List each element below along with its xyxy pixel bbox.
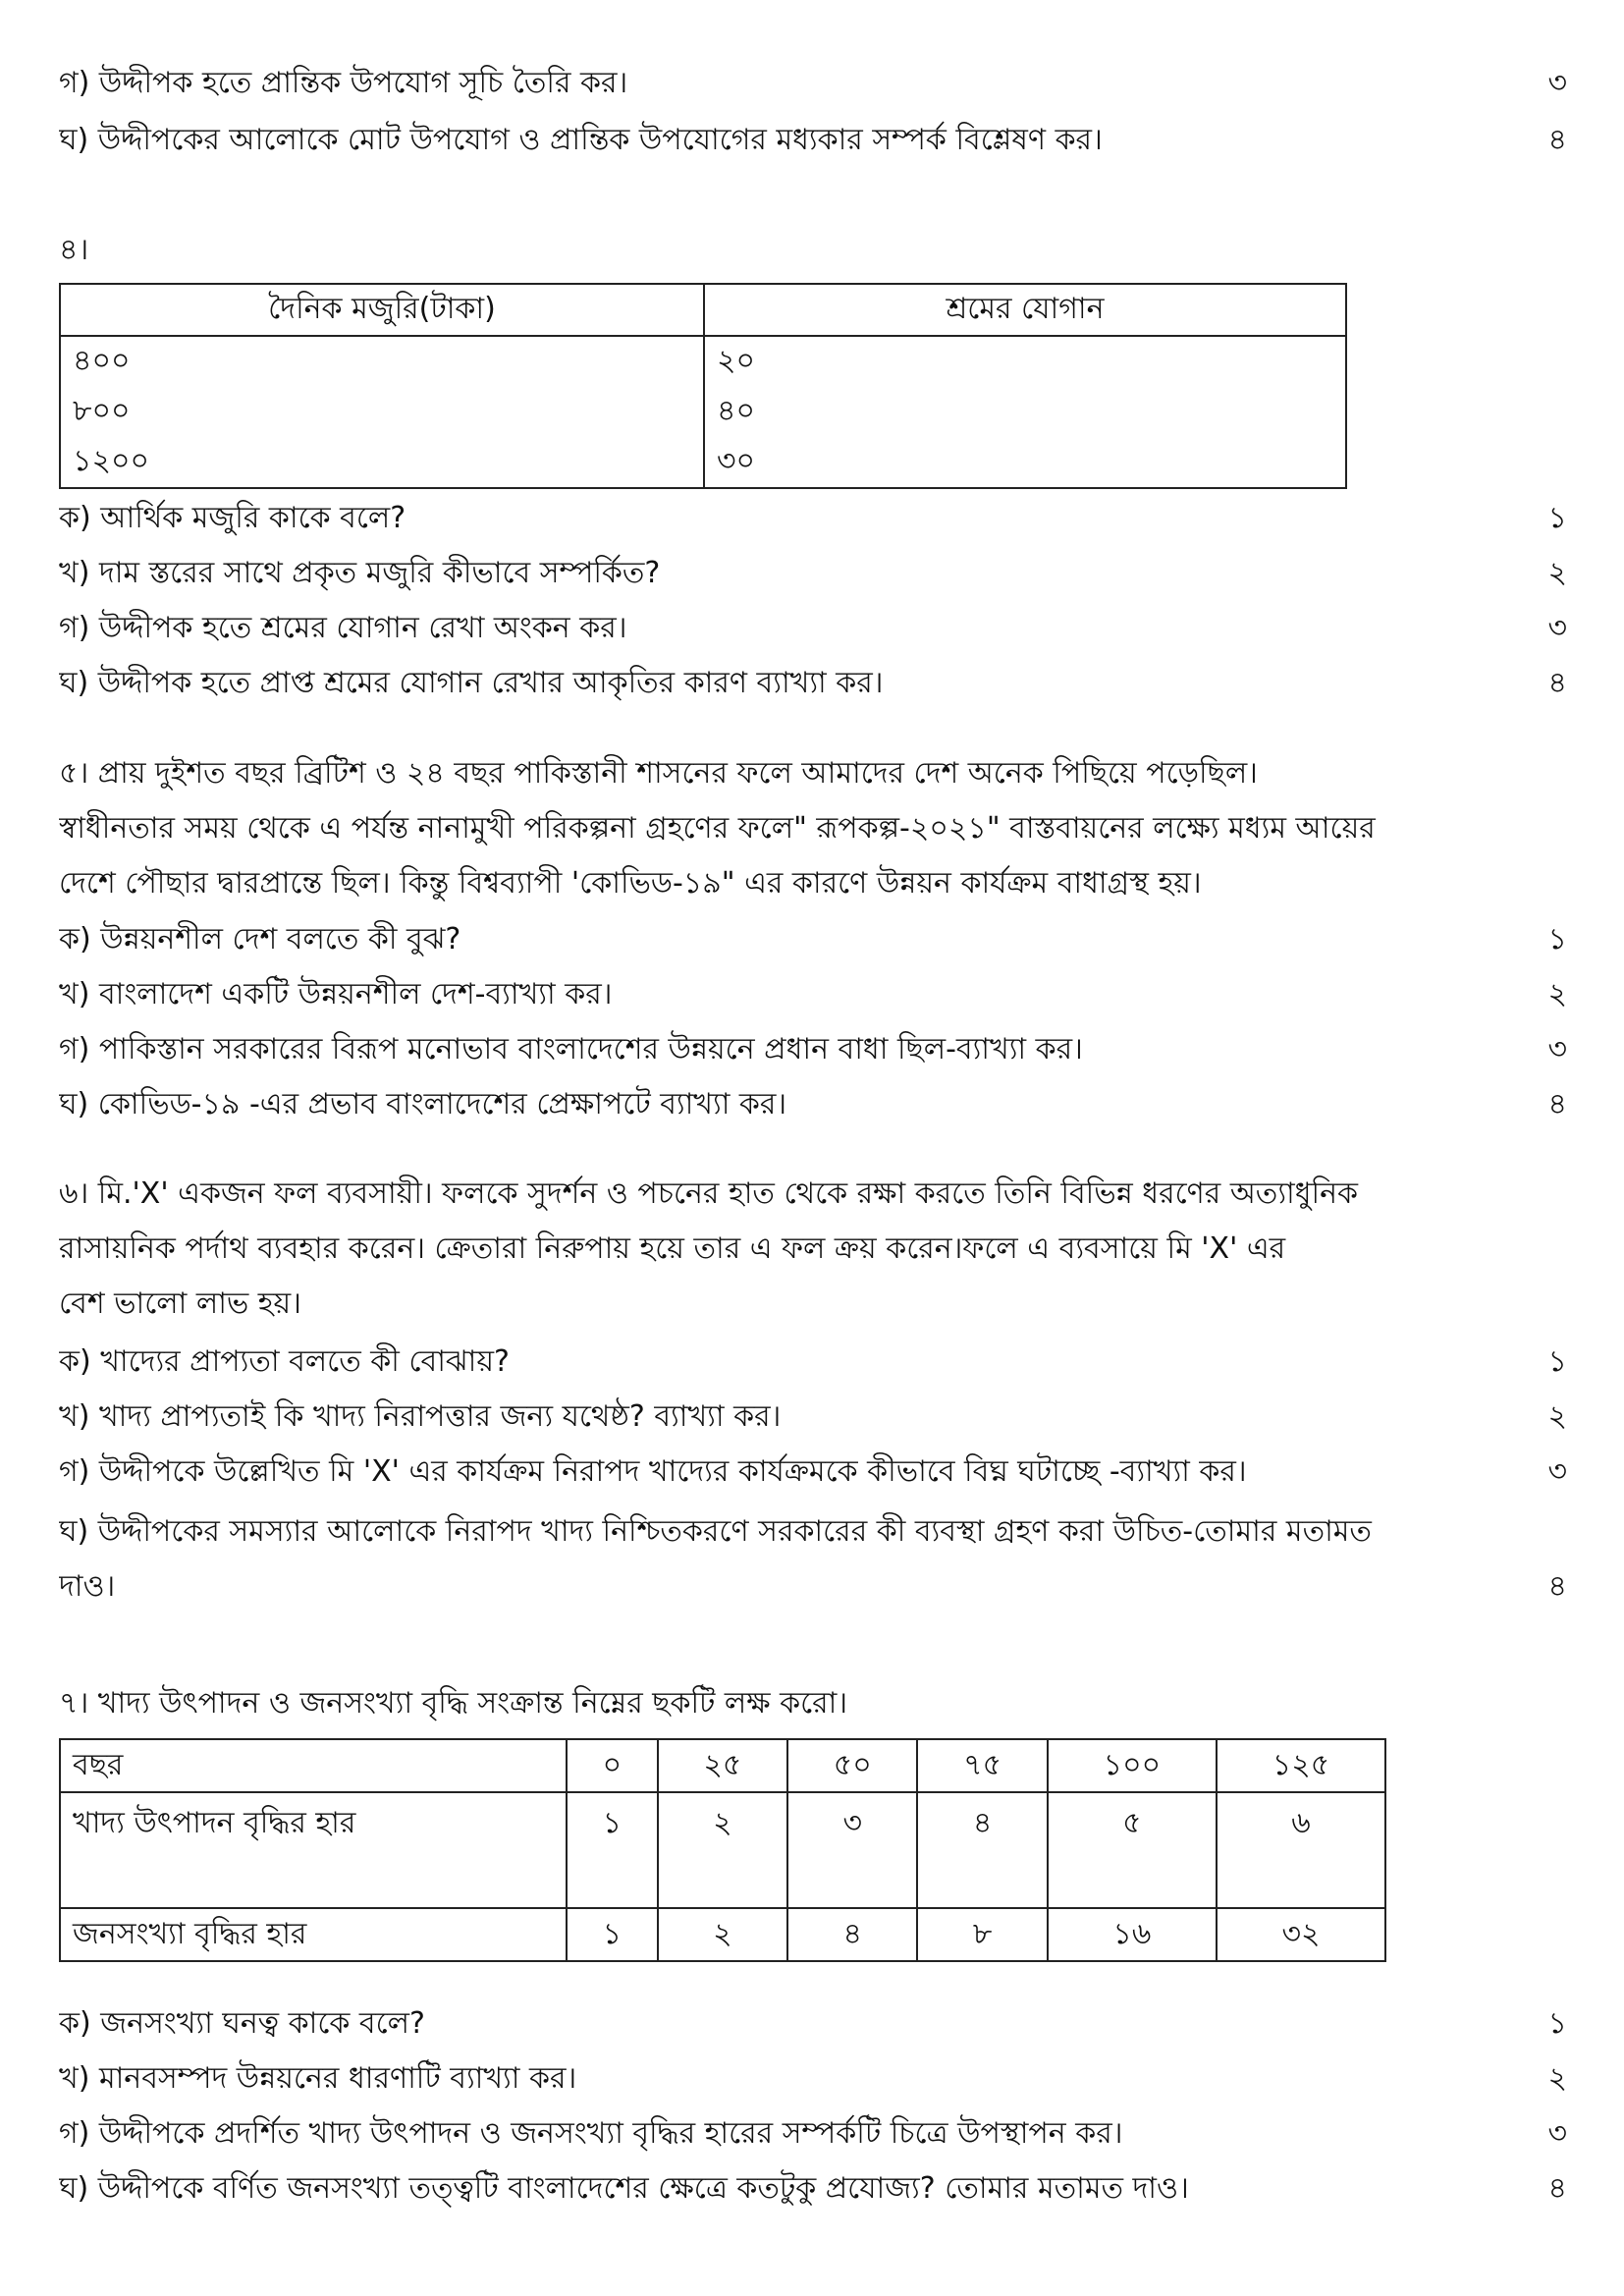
table-cell: ৪ bbox=[787, 1908, 917, 1961]
table-cell: ১০০ bbox=[1048, 1739, 1217, 1792]
question-text: খ) বাংলাদেশ একটি উন্নয়নশীল দেশ-ব্যাখ্যা কর। bbox=[59, 977, 613, 1011]
table-cell: ১৬ bbox=[1048, 1908, 1217, 1961]
question-mark: ৩ bbox=[1547, 1454, 1567, 1489]
question-text: ঘ) উদ্দীপক হতে প্রাপ্ত শ্রমের যোগান রেখার আকৃতির কারণ ব্যাখ্যা কর। bbox=[59, 666, 884, 700]
question-mark: ৩ bbox=[1547, 2116, 1567, 2151]
table-row bbox=[60, 437, 1346, 488]
table-cell: ২ bbox=[658, 1792, 787, 1908]
question-text: গ) উদ্দীপক হতে প্রান্তিক উপযোগ সূচি তৈরি কর। bbox=[59, 66, 628, 100]
stem-line: ৬। মি.'X' একজন ফল ব্যবসায়ী। ফলকে সুদর্শন ও পচনের হাত থেকে রক্ষা করতে তিনি বিভিন্ন ধরণের অত্যাধুনিক bbox=[59, 1176, 1359, 1211]
stem-line: রাসায়নিক পর্দাথ ব্যবহার করেন। ক্রেতারা নিরুপায় হয়ে তার এ ফল ক্রয় করেন।ফলে এ ব্যবসায়ে মি 'X' এর bbox=[59, 1231, 1286, 1266]
table-cell: ৪০০ bbox=[60, 336, 704, 387]
table-header: দৈনিক মজুরি(টাকা) bbox=[60, 284, 704, 336]
table-cell: ৩ bbox=[787, 1792, 917, 1908]
question-text: খ) দাম স্তরের সাথে প্রকৃত মজুরি কীভাবে সম্পর্কিত? bbox=[59, 556, 661, 590]
question-text: ক) উন্নয়নশীল দেশ বলতে কী বুঝ? bbox=[59, 922, 461, 957]
question-mark: ৪ bbox=[1547, 1569, 1567, 1604]
q5-gha bbox=[59, 1082, 1571, 1127]
table-cell: ৩২ bbox=[1217, 1908, 1385, 1961]
q7-kha bbox=[59, 2056, 1571, 2102]
table-cell: ৭৫ bbox=[917, 1739, 1047, 1792]
question-text: ক) খাদ্যের প্রাপ্যতা বলতে কী বোঝায়? bbox=[59, 1344, 510, 1379]
table-cell: ৫০ bbox=[787, 1739, 917, 1792]
table-cell: ৫ bbox=[1048, 1792, 1217, 1908]
table-row bbox=[60, 387, 1346, 437]
table-row bbox=[60, 1908, 1385, 1961]
table-cell: ২৫ bbox=[658, 1739, 787, 1792]
food-population-table bbox=[59, 1738, 1386, 1962]
q5-stem bbox=[59, 746, 1571, 911]
table-cell: ৮০০ bbox=[60, 387, 704, 437]
question-text: গ) উদ্দীপকে প্রদর্শিত খাদ্য উৎপাদন ও জনসংখ্যা বৃদ্ধির হারের সম্পর্কটি চিত্রে উপস্থাপন কর। bbox=[59, 2116, 1123, 2151]
question-text: ঘ) উদ্দীপকে বর্ণিত জনসংখ্যা তত্ত্বটি বাংলাদেশের ক্ষেত্রে কতটুকু প্রযোজ্য? তোমার মতামত দাও। bbox=[59, 2171, 1189, 2206]
question-text: ক) জনসংখ্যা ঘনত্ব কাকে বলে? bbox=[59, 2006, 425, 2041]
table-cell: ১২৫ bbox=[1217, 1739, 1385, 1792]
table-cell: ১২০০ bbox=[60, 437, 704, 488]
table-header: শ্রমের যোগান bbox=[704, 284, 1346, 336]
q7-ka bbox=[59, 2001, 1571, 2047]
question-mark: ১ bbox=[1547, 501, 1567, 535]
q6-gha bbox=[59, 1504, 1571, 1614]
q4-ga bbox=[59, 606, 1571, 651]
table-cell: ৩০ bbox=[704, 437, 1346, 488]
q5-kha bbox=[59, 972, 1571, 1017]
table-cell: ৪ bbox=[917, 1792, 1047, 1908]
question-mark: ২ bbox=[1547, 977, 1567, 1011]
question-mark: ৪ bbox=[1547, 123, 1567, 157]
stem-line: ৫। প্রায় দুইশত বছর ব্রিটিশ ও ২৪ বছর পাকিস্তানী শাসনের ফলে আমাদের দেশ অনেক পিছিয়ে পড়েছিল। bbox=[59, 756, 1258, 791]
row-label: খাদ্য উৎপাদন বৃদ্ধির হার bbox=[60, 1792, 567, 1908]
q4-gha bbox=[59, 661, 1571, 706]
question-mark: ১ bbox=[1547, 922, 1567, 957]
question-mark: ২ bbox=[1547, 556, 1567, 590]
q7-ga bbox=[59, 2111, 1571, 2157]
q7-stem: ৭। খাদ্য উৎপাদন ও জনসংখ্যা বৃদ্ধি সংক্রান্ত নিম্নের ছকটি লক্ষ করো। bbox=[59, 1686, 848, 1721]
q6-kha bbox=[59, 1394, 1571, 1440]
q6-ka bbox=[59, 1339, 1571, 1385]
table-cell: ৪০ bbox=[704, 387, 1346, 437]
q7-gha bbox=[59, 2166, 1571, 2212]
question-text: ঘ) কোভিড-১৯ -এর প্রভাব বাংলাদেশের প্রেক্ষাপটে ব্যাখ্যা কর। bbox=[59, 1087, 787, 1121]
q6-stem bbox=[59, 1167, 1571, 1332]
question-mark: ৪ bbox=[1547, 666, 1567, 700]
table-row bbox=[60, 1792, 1385, 1908]
table-row bbox=[60, 1739, 1385, 1792]
q6-ga bbox=[59, 1449, 1571, 1495]
question-text: ক) আর্থিক মজুরি কাকে বলে? bbox=[59, 501, 406, 535]
question-text: ঘ) উদ্দীপকের আলোকে মোট উপযোগ ও প্রান্তিক উপযোগের মধ্যকার সম্পর্ক বিশ্লেষণ কর। bbox=[59, 123, 1103, 157]
table-cell: ০ bbox=[567, 1739, 658, 1792]
question-mark: ৪ bbox=[1547, 2171, 1567, 2206]
question-text: দাও। bbox=[59, 1569, 116, 1604]
table-cell: ২ bbox=[658, 1908, 787, 1961]
wage-supply-table bbox=[59, 283, 1347, 489]
question-mark: ২ bbox=[1547, 2061, 1567, 2096]
question-text: গ) উদ্দীপকে উল্লেখিত মি 'X' এর কার্যক্রম নিরাপদ খাদ্যের কার্যক্রমকে কীভাবে বিঘ্ন ঘটাচ্ছে -ব্যাখ্যা কর। bbox=[59, 1454, 1247, 1489]
q5-ga bbox=[59, 1027, 1571, 1072]
question-mark: ৪ bbox=[1547, 1087, 1567, 1121]
question-mark: ৩ bbox=[1547, 611, 1567, 645]
table-cell: ৬ bbox=[1217, 1792, 1385, 1908]
question-mark: ৩ bbox=[1547, 66, 1567, 100]
question-text: গ) উদ্দীপক হতে শ্রমের যোগান রেখা অংকন কর। bbox=[59, 611, 627, 645]
question-mark: ৩ bbox=[1547, 1032, 1567, 1066]
question-text: খ) মানবসম্পদ উন্নয়নের ধারণাটি ব্যাখ্যা কর। bbox=[59, 2061, 577, 2096]
row-label: বছর bbox=[60, 1739, 567, 1792]
table-cell: ২০ bbox=[704, 336, 1346, 387]
q5-ka bbox=[59, 917, 1571, 962]
question-mark: ১ bbox=[1547, 1344, 1567, 1379]
question-text: খ) খাদ্য প্রাপ্যতাই কি খাদ্য নিরাপত্তার জন্য যথেষ্ঠ? ব্যাখ্যা কর। bbox=[59, 1399, 782, 1434]
question-text: গ) পাকিস্তান সরকারের বিরূপ মনোভাব বাংলাদেশের উন্নয়নে প্রধান বাধা ছিল-ব্যাখ্যা কর। bbox=[59, 1032, 1083, 1066]
q4-kha bbox=[59, 551, 1571, 596]
q3-gha bbox=[59, 118, 1571, 163]
stem-line: স্বাধীনতার সময় থেকে এ পর্যন্ত নানামুখী পরিকল্পনা গ্রহণের ফলে" রূপকল্প-২০২১" বাস্তবায়নের লক্ষ্যে মধ্যম আয়ের bbox=[59, 811, 1376, 846]
question-mark: ২ bbox=[1547, 1399, 1567, 1434]
q4-ka bbox=[59, 496, 1571, 541]
q3-ga bbox=[59, 61, 1571, 106]
table-cell: ১ bbox=[567, 1908, 658, 1961]
question-text: ঘ) উদ্দীপকের সমস্যার আলোকে নিরাপদ খাদ্য নিশ্চিতকরণে সরকারের কী ব্যবস্থা গ্রহণ করা উচিত-তোমার মতামত bbox=[59, 1514, 1372, 1549]
q4-number: ৪। bbox=[59, 233, 89, 267]
question-mark: ১ bbox=[1547, 2006, 1567, 2041]
stem-line: দেশে পৌছার দ্বারপ্রান্তে ছিল। কিন্তু বিশ্বব্যাপী 'কোভিড-১৯" এর কারণে উন্নয়ন কার্যক্রম বাধাগ্রস্থ হয়। bbox=[59, 866, 1202, 901]
table-cell: ১ bbox=[567, 1792, 658, 1908]
stem-line: বেশ ভালো লাভ হয়। bbox=[59, 1286, 301, 1321]
row-label: জনসংখ্যা বৃদ্ধির হার bbox=[60, 1908, 567, 1961]
table-cell: ৮ bbox=[917, 1908, 1047, 1961]
table-row bbox=[60, 336, 1346, 387]
